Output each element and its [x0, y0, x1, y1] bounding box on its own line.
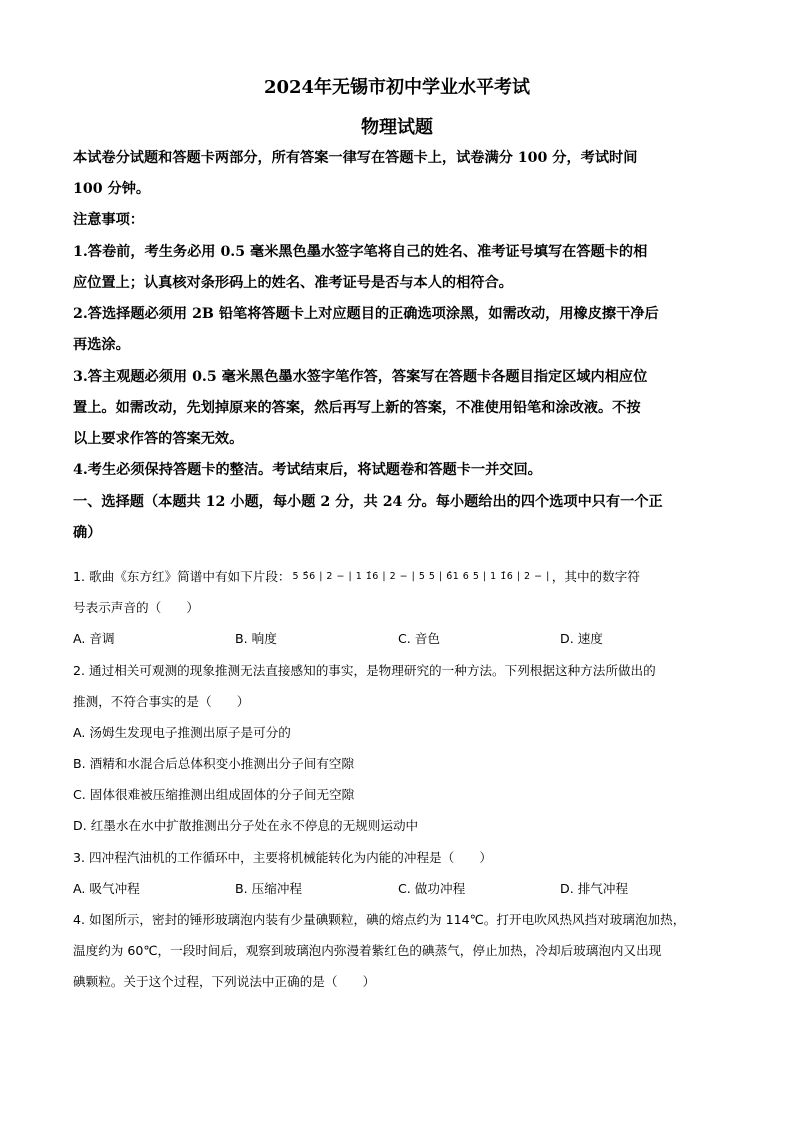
notice-item-4: 4.考生必须保持答题卡的整洁。考试结束后，将试题卷和答题卡一并交回。 — [73, 462, 542, 478]
question-1-stem-post: ，其中的数字符 — [551, 569, 640, 584]
question-1-stem-line-1 — [73, 561, 733, 592]
question-2-option-b[interactable]: B. 酒精和水混合后总体积变小推测出分子间有空隙 — [73, 756, 355, 771]
question-4-stem-line-1: 4. 如图所示，密封的锤形玻璃泡内装有少量碘颗粒，碘的熔点约为 114℃。打开电吹风热风挡对玻璃泡加热， — [73, 912, 686, 927]
notice-item-1-line-2: 应位置上；认真核对条形码上的姓名、准考证号是否与本人的相符合。 — [73, 275, 513, 291]
exam-subtitle: 物理试题 — [361, 117, 433, 138]
question-3-option-b[interactable]: B. 压缩冲程 — [235, 881, 303, 896]
question-1-option-a[interactable]: A. 音调 — [73, 631, 115, 646]
question-4-stem-line-2: 温度约为 60℃，一段时间后，观察到玻璃泡内弥漫着紫红色的碘蒸气，停止加热，冷却后玻璃泡内又出现 — [73, 943, 662, 958]
notice-item-3-line-3: 以上要求作答的答案无效。 — [73, 431, 244, 447]
question-3-option-a[interactable]: A. 吸气冲程 — [73, 881, 140, 896]
question-1-options — [73, 623, 733, 654]
question-2-option-c[interactable]: C. 固体很难被压缩推测出组成固体的分子间无空隙 — [73, 787, 355, 802]
question-1-option-b[interactable]: B. 响度 — [235, 631, 277, 646]
music-notation: 5 5̂6 | 2 − | 1 1̂6 | 2 − | 5 5 | 6̂1 6 5 | 1 1̂6 | 2 − | — [292, 571, 550, 582]
section-heading-line-2: 确） — [73, 525, 102, 541]
question-2-option-a[interactable]: A. 汤姆生发现电子推测出原子是可分的 — [73, 725, 291, 740]
question-3-stem-line-1: 3. 四冲程汽油机的工作循环中，主要将机械能转化为内能的冲程是（ ） — [73, 850, 493, 865]
question-1-stem-pre: 1. 歌曲《东方红》简谱中有如下片段： — [73, 569, 291, 584]
intro-line-2: 100 分钟。 — [73, 181, 151, 197]
question-2-stem-line-2: 推测，不符合事实的是（ ） — [73, 694, 250, 709]
notice-heading: 注意事项： — [73, 212, 144, 228]
question-3-options — [73, 873, 733, 904]
question-1-stem-line-2: 号表示声音的（ ） — [73, 600, 199, 615]
notice-item-2-line-1: 2.答选择题必须用 2B 铅笔将答题卡上对应题目的正确选项涂黑，如需改动，用橡皮擦干净后 — [73, 306, 659, 322]
question-4-stem-line-3: 碘颗粒。关于这个过程，下列说法中正确的是（ ） — [73, 974, 376, 989]
question-3-option-c[interactable]: C. 做功冲程 — [398, 881, 466, 896]
question-2-option-d[interactable]: D. 红墨水在水中扩散推测出分子处在永不停息的无规则运动中 — [73, 818, 419, 833]
exam-title: 2024年无锡市初中学业水平考试 — [263, 77, 531, 98]
question-1-option-c[interactable]: C. 音色 — [398, 631, 440, 646]
notice-item-2-line-2: 再选涂。 — [73, 337, 130, 353]
section-heading-line-1: 一、选择题（本题共 12 小题，每小题 2 分，共 24 分。每小题给出的四个选项中只有一个正 — [73, 494, 663, 510]
notice-item-3-line-2: 置上。如需改动，先划掉原来的答案，然后再写上新的答案，不准使用铅笔和涂改液。不按 — [73, 400, 641, 416]
intro-line-1: 本试卷分试题和答题卡两部分，所有答案一律写在答题卡上，试卷满分 100 分，考试时间 — [73, 150, 638, 166]
notice-item-3-line-1: 3.答主观题必须用 0.5 毫米黑色墨水签字笔作答，答案写在答题卡各题目指定区域内相应位 — [73, 369, 648, 385]
question-3-option-d[interactable]: D. 排气冲程 — [560, 881, 629, 896]
notice-item-1-line-1: 1.答卷前，考生务必用 0.5 毫米黑色墨水签字笔将自己的姓名、准考证号填写在答题卡的相 — [73, 244, 648, 260]
question-2-stem-line-1: 2. 通过相关可观测的现象推测无法直接感知的事实，是物理研究的一种方法。下列根据这种方法所做出的 — [73, 663, 656, 678]
question-1-option-d[interactable]: D. 速度 — [560, 631, 603, 646]
